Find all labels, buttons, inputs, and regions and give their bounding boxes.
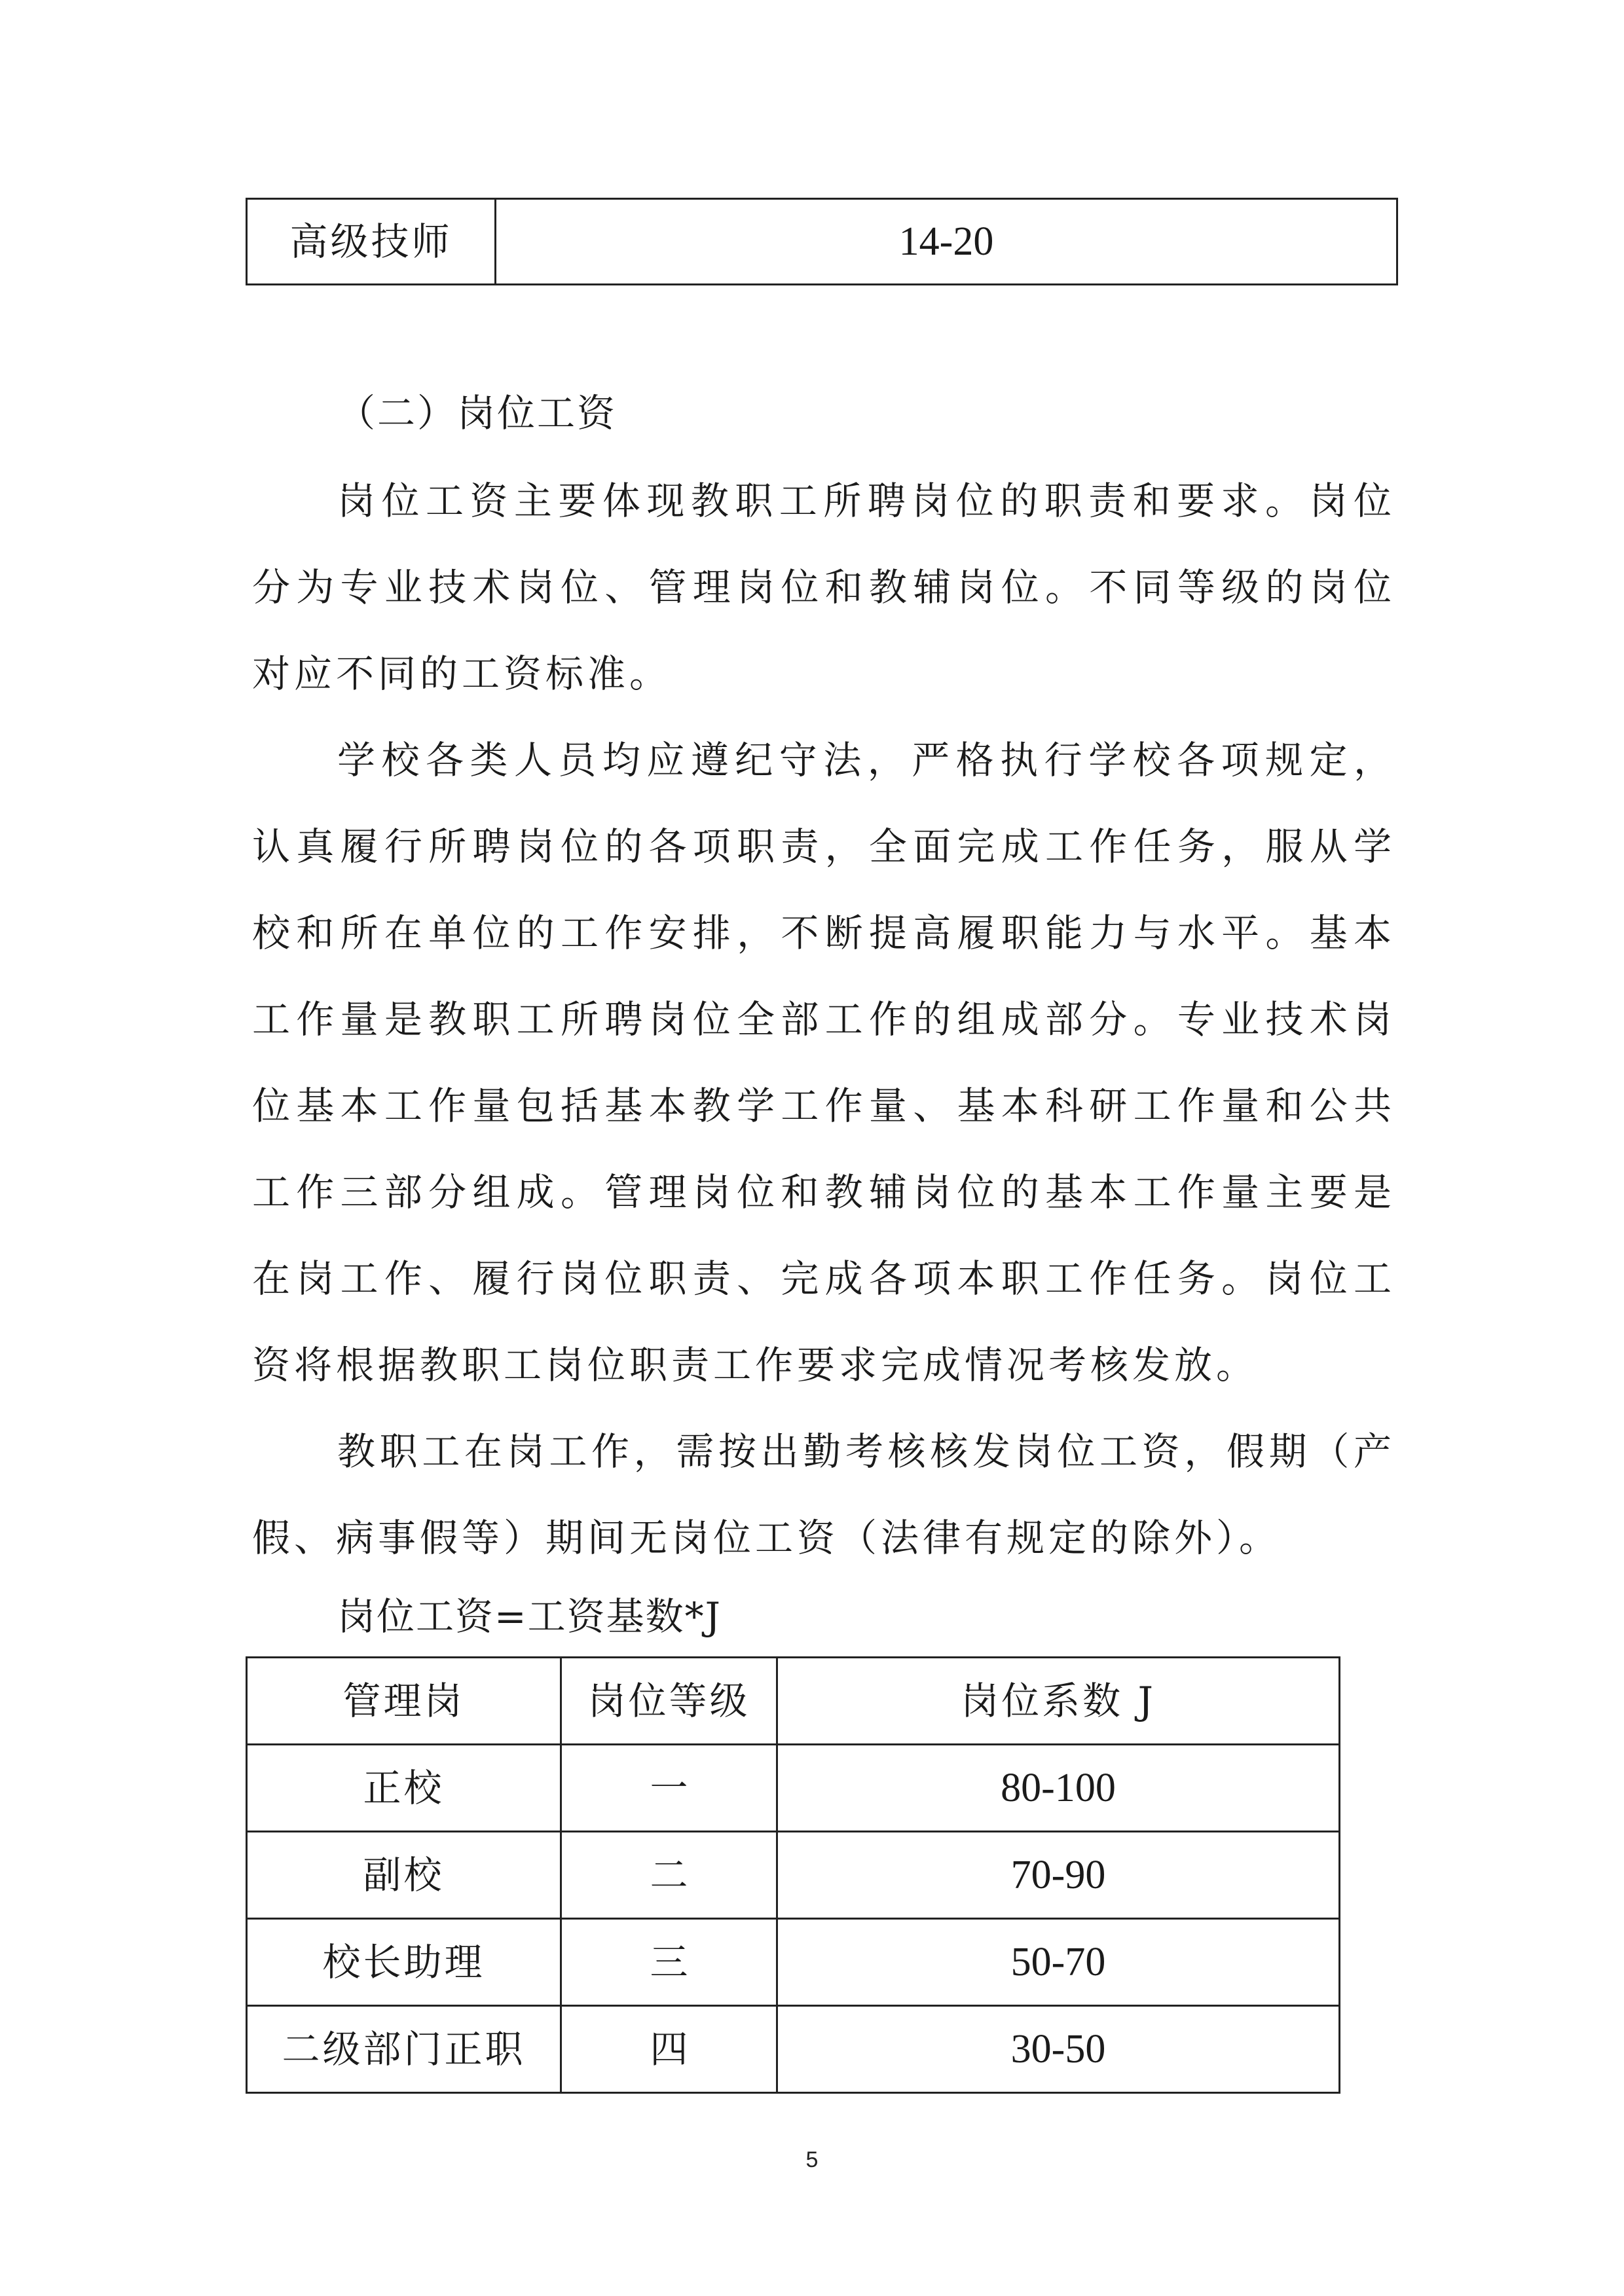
paragraph-line: 资将根据教职工岗位职责工作要求完成情况考核发放。 (252, 1343, 1259, 1387)
grade-cell: 一 (561, 1745, 777, 1832)
paragraph-line: 学校各类人员均应遵纪守法，严格执行学校各项规定， (337, 738, 1392, 782)
coefficient-cell: 14-20 (496, 199, 1397, 285)
paragraph-line: 岗位工资主要体现教职工所聘岗位的职责和要求。岗位 (337, 479, 1392, 523)
position-coefficient-table (246, 1656, 1340, 2094)
position-cell: 校长助理 (247, 1919, 561, 2006)
paragraph-line: 工作三部分组成。管理岗位和教辅岗位的基本工作量主要是 (252, 1170, 1392, 1214)
header-cell-position: 管理岗 (247, 1658, 561, 1745)
grade-cell: 三 (561, 1919, 777, 2006)
table-header-row (247, 1658, 1340, 1745)
paragraph-line: 假、病事假等）期间无岗位工资（法律有规定的除外）。 (252, 1516, 1282, 1560)
position-cell: 副校 (247, 1832, 561, 1919)
paragraph-line: 认真履行所聘岗位的各项职责，全面完成工作任务，服从学 (252, 824, 1392, 869)
header-cell-grade: 岗位等级 (561, 1658, 777, 1745)
grade-cell: 高级技师 (247, 199, 496, 285)
table-row (247, 2006, 1340, 2093)
header-cell-coefficient: 岗位系数 J (777, 1658, 1340, 1745)
coefficient-cell: 30-50 (777, 2006, 1340, 2093)
paragraph-line: 对应不同的工资标准。 (252, 651, 672, 696)
table-row (247, 1832, 1340, 1919)
coefficient-cell: 50-70 (777, 1919, 1340, 2006)
coefficient-cell: 70-90 (777, 1832, 1340, 1919)
grade-coefficient-table (246, 198, 1398, 285)
grade-cell: 二 (561, 1832, 777, 1919)
paragraph-line: 在岗工作、履行岗位职责、完成各项本职工作任务。岗位工 (252, 1256, 1392, 1301)
coefficient-cell: 80-100 (777, 1745, 1340, 1832)
formula-text: 岗位工资=工资基数*J (337, 1594, 722, 1639)
table-row (247, 1919, 1340, 2006)
position-cell: 正校 (247, 1745, 561, 1832)
section-heading: （二）岗位工资 (337, 391, 618, 435)
paragraph-line: 校和所在单位的工作安排，不断提高履职能力与水平。基本 (252, 911, 1392, 955)
paragraph-line: 分为专业技术岗位、管理岗位和教辅岗位。不同等级的岗位 (252, 565, 1392, 610)
page-number: 5 (805, 2147, 819, 2172)
paragraph-line: 工作量是教职工所聘岗位全部工作的组成部分。专业技术岗 (252, 997, 1392, 1042)
paragraph-line: 位基本工作量包括基本教学工作量、基本科研工作量和公共 (252, 1084, 1392, 1128)
position-cell: 二级部门正职 (247, 2006, 561, 2093)
paragraph-line: 教职工在岗工作，需按出勤考核核发岗位工资，假期（产 (337, 1429, 1392, 1474)
grade-cell: 四 (561, 2006, 777, 2093)
table-row (247, 1745, 1340, 1832)
table-row (247, 199, 1397, 285)
